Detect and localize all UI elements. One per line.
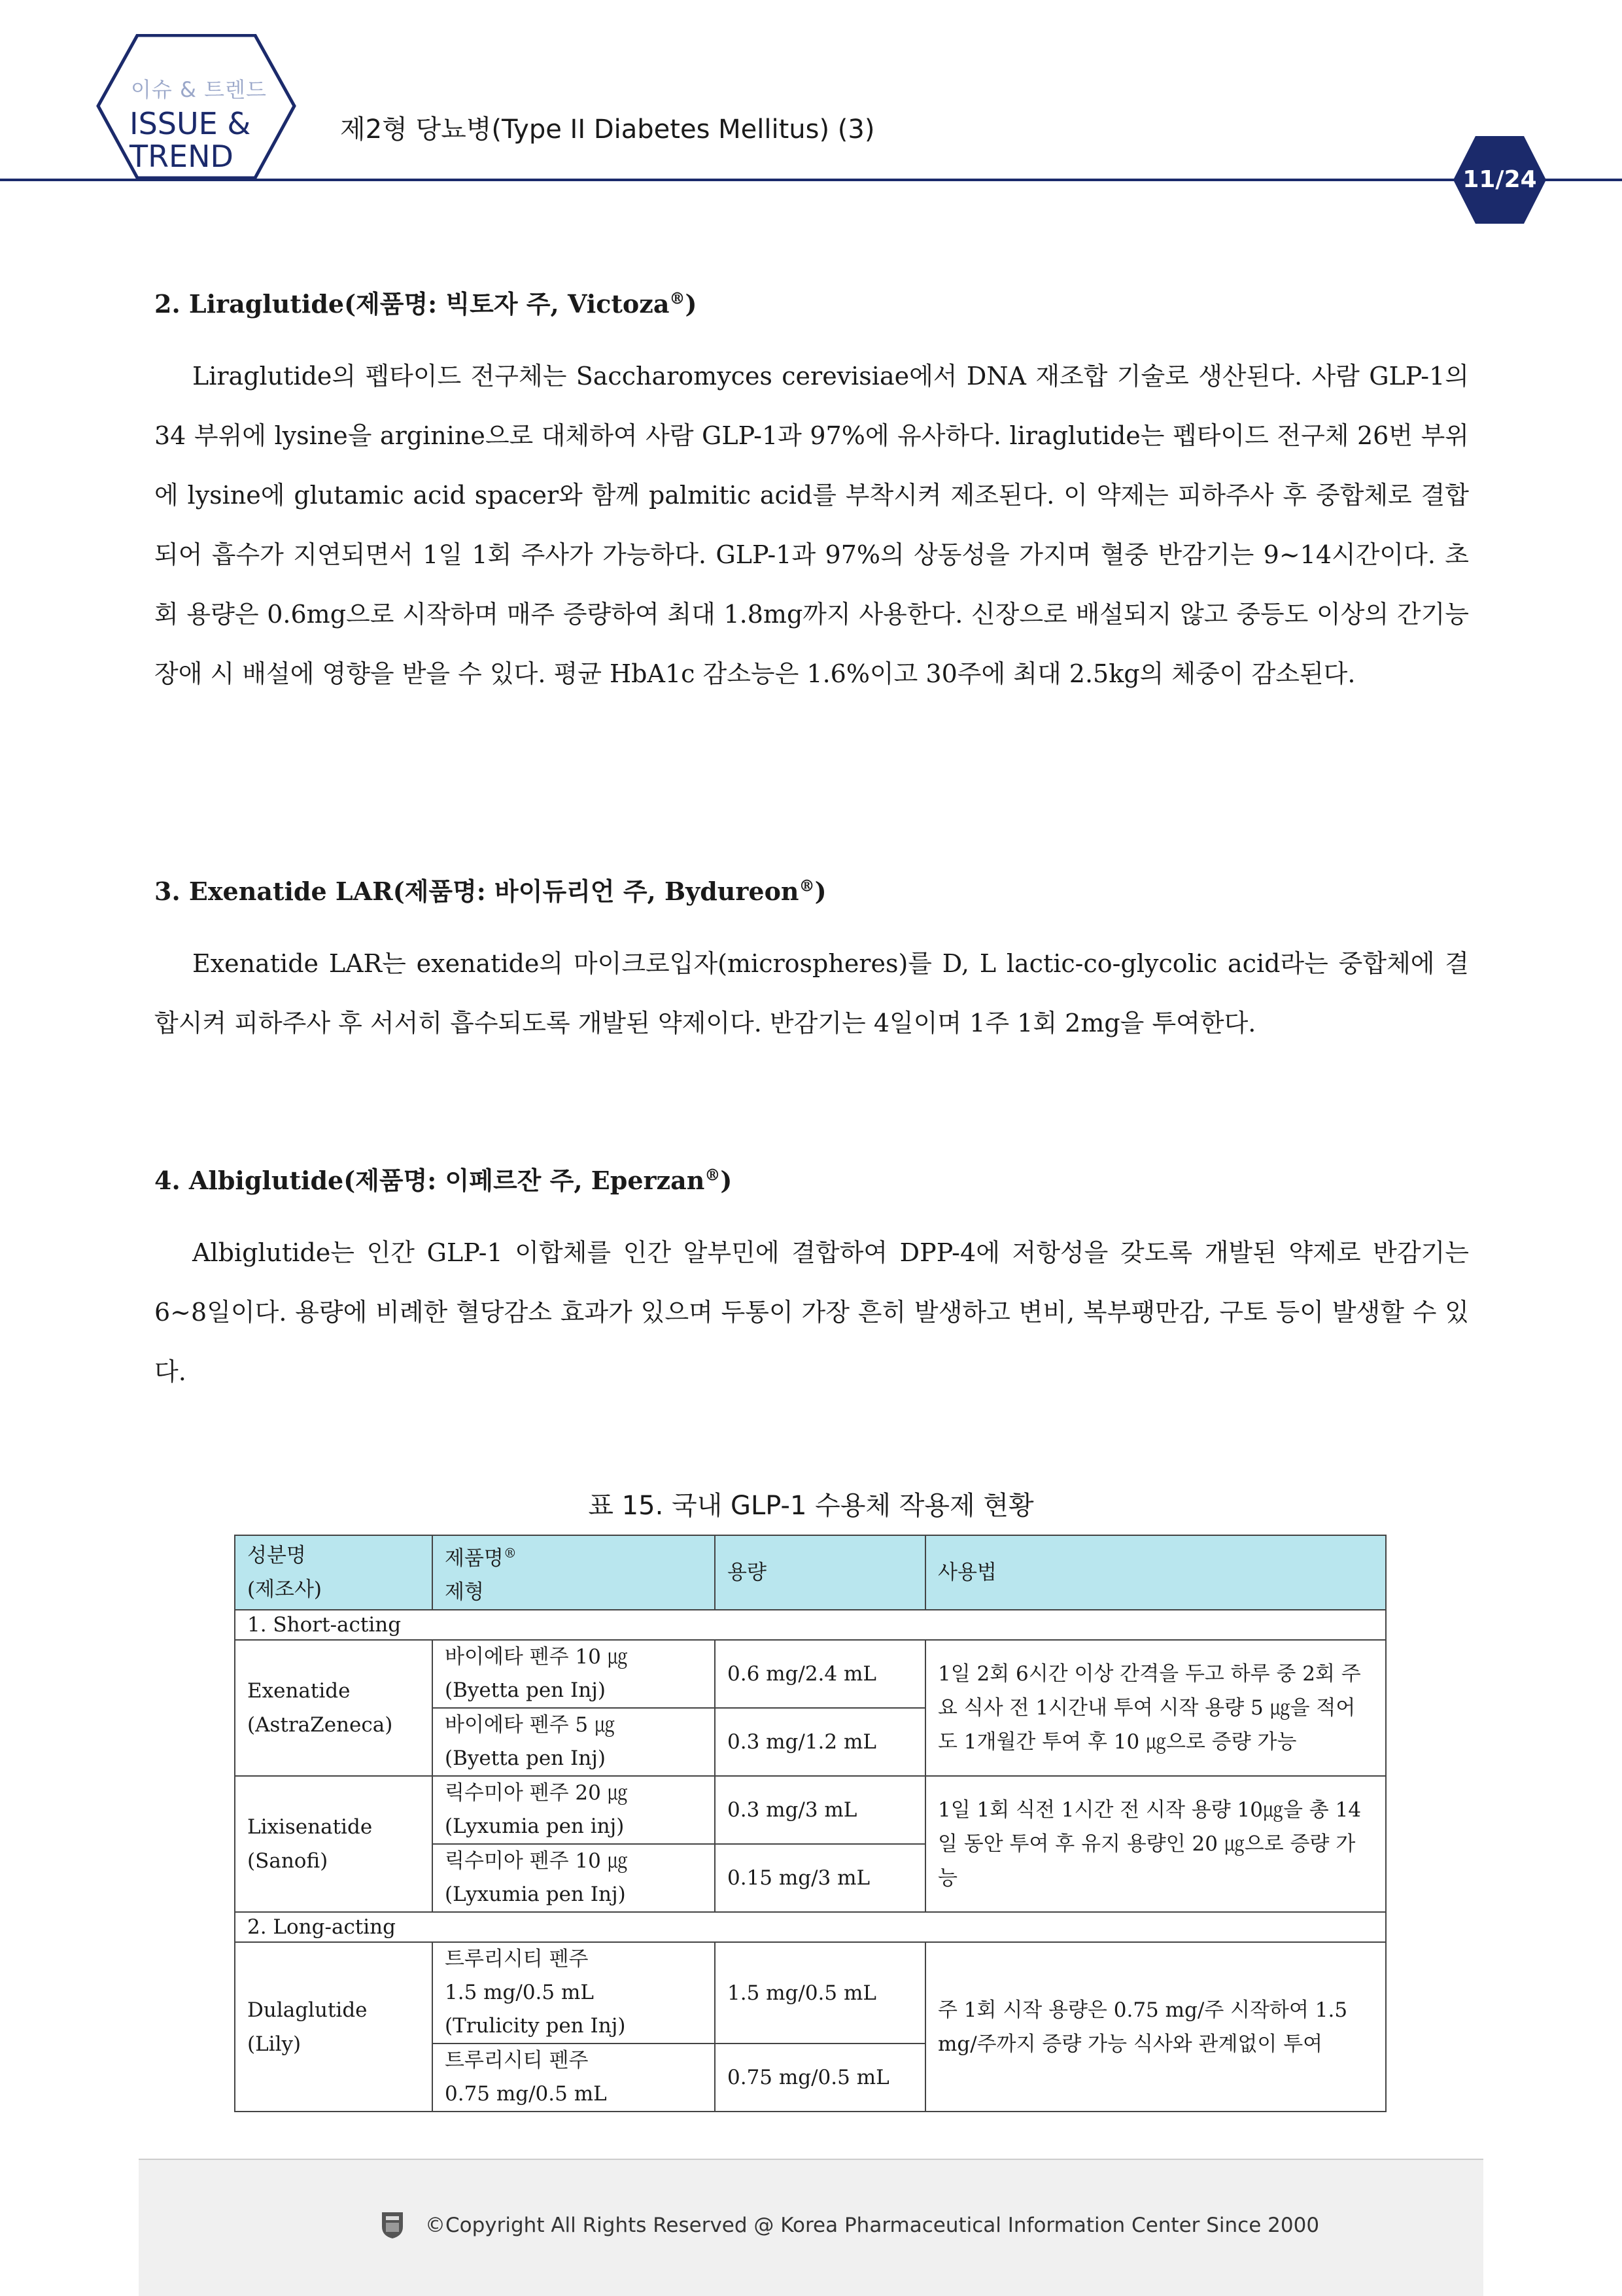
dose-cell: 0.3 mg/1.2 mL bbox=[715, 1708, 925, 1776]
badge-trend-label: TREND bbox=[129, 139, 233, 174]
badge-small-label: 이슈 & 트렌드 bbox=[131, 77, 267, 102]
section-body-exenatide-lar: Exenatide LAR는 exenatide의 마이크로입자(microspheres)를 D, L lactic-co-glycolic acid라는 중합체에 결합시켜 피하주사 후 서서히 흡수되도록 개발된 약제이다. 반감기는 4일이며 1주 1회 2mg을 투여한다. bbox=[154, 949, 1469, 1037]
usage-exenatide: 1일 2회 6시간 이상 간격을 두고 하루 중 2회 주요 식사 전 1시간내 투여 시작 용량 5 ㎍을 적어도 1개월간 투여 후 10 ㎍으로 증량 가능 bbox=[925, 1640, 1386, 1776]
section-short-acting: 1. Short-acting bbox=[235, 1610, 1386, 1640]
ingredient-exenatide: Exenatide (AstraZeneca) bbox=[235, 1640, 432, 1776]
section-heading-liraglutide: 2. Liraglutide(제품명: 빅토자 주, Victoza®) bbox=[154, 288, 697, 319]
kpic-shield-icon bbox=[381, 2211, 404, 2240]
usage-dulaglutide: 주 1회 시작 용량은 0.75 mg/주 시작하여 1.5 mg/주까지 증량 가능 식사와 관계없이 투여 bbox=[925, 1942, 1386, 2112]
dose-cell: 1.5 mg/0.5 mL bbox=[715, 1942, 925, 2044]
table-row bbox=[235, 1640, 1386, 1708]
dose-cell: 0.3 mg/3 mL bbox=[715, 1776, 925, 1844]
product-cell: 릭수미아 펜주 20 ㎍ (Lyxumia pen inj) bbox=[432, 1776, 715, 1844]
page-number: 11/24 bbox=[1462, 166, 1537, 193]
ingredient-lixisenatide: Lixisenatide (Sanofi) bbox=[235, 1776, 432, 1912]
section-heading-exenatide-lar: 3. Exenatide LAR(제품명: 바이듀리언 주, Bydureon®) bbox=[154, 876, 827, 906]
header-product: 제품명® 제형 bbox=[432, 1535, 715, 1610]
table-section-row bbox=[235, 1610, 1386, 1640]
footer-copyright: ©Copyright All Rights Reserved @ Korea Pharmaceutical Information Center Since 2000 bbox=[425, 2214, 1320, 2237]
header-divider bbox=[0, 179, 1622, 181]
table-header-row bbox=[235, 1535, 1386, 1610]
table-caption: 표 15. 국내 GLP-1 수용체 작용제 현황 bbox=[588, 1491, 1034, 1521]
dose-cell: 0.15 mg/3 mL bbox=[715, 1844, 925, 1912]
header-usage: 사용법 bbox=[925, 1535, 1386, 1610]
product-cell: 트루리시티 펜주 1.5 mg/0.5 mL (Trulicity pen Inj) bbox=[432, 1942, 715, 2044]
product-cell: 바이에타 펜주 5 ㎍ (Byetta pen Inj) bbox=[432, 1708, 715, 1776]
section-body-liraglutide: Liraglutide의 펩타이드 전구체는 Saccharomyces cerevisiae에서 DNA 재조합 기술로 생산된다. 사람 GLP-1의 34 부위에 lysine을 arginine으로 대체하여 사람 GLP-1과 97%에 유사하다. liraglutide는 펩타이드 전구체 26번 부위에 lysine에 glutamic acid spacer와 함께 palmitic acid를 부착시켜 제조된다. 이 약제는 피하주사 후 중합체로 결합되어 흡수가 지연되면서 1일 1회 주사가 가능하다. GLP-1과 97%의 상동성을 가지며 혈중 반감기는 9~14시간이다. 초회 용량은 0.6mg으로 시작하며 매주 증량하여 최대 1.8mg까지 사용한다. 신장으로 배설되지 않고 중등도 이상의 간기능 장애 시 배설에 영향을 받을 수 있다. 평균 HbA1c 감소능은 1.6%이고 30주에 최대 2.5kg의 체중이 감소된다. bbox=[154, 362, 1469, 688]
usage-lixisenatide: 1일 1회 식전 1시간 전 시작 용량 10㎍을 총 14일 동안 투여 후 유지 용량인 20 ㎍으로 증량 가능 bbox=[925, 1776, 1386, 1912]
section-long-acting: 2. Long-acting bbox=[235, 1912, 1386, 1942]
section-body-albiglutide: Albiglutide는 인간 GLP-1 이합체를 인간 알부민에 결합하여 DPP-4에 저항성을 갖도록 개발된 약제로 반감기는 6~8일이다. 용량에 비례한 혈당감소 효과가 있으며 두통이 가장 흔히 발생하고 변비, 복부팽만감, 구토 등이 발생할 수 있다. bbox=[154, 1238, 1469, 1386]
glp1-drug-table bbox=[234, 1535, 1387, 2112]
product-cell: 릭수미아 펜주 10 ㎍ (Lyxumia pen Inj) bbox=[432, 1844, 715, 1912]
header-ingredient: 성분명 (제조사) bbox=[235, 1535, 432, 1610]
product-cell: 바이에타 펜주 10 ㎍ (Byetta pen Inj) bbox=[432, 1640, 715, 1708]
table-section-row bbox=[235, 1912, 1386, 1942]
table-row bbox=[235, 1776, 1386, 1844]
dose-cell: 0.75 mg/0.5 mL bbox=[715, 2044, 925, 2112]
dose-cell: 0.6 mg/2.4 mL bbox=[715, 1640, 925, 1708]
table-row bbox=[235, 1942, 1386, 2044]
page-title: 제2형 당뇨병(Type II Diabetes Mellitus) (3) bbox=[340, 114, 875, 145]
section-heading-albiglutide: 4. Albiglutide(제품명: 이페르잔 주, Eperzan®) bbox=[154, 1165, 733, 1195]
badge-issue-label: ISSUE & bbox=[129, 106, 251, 141]
ingredient-dulaglutide: Dulaglutide (Lily) bbox=[235, 1942, 432, 2112]
product-cell: 트루리시티 펜주 0.75 mg/0.5 mL bbox=[432, 2044, 715, 2112]
header-dose: 용량 bbox=[715, 1535, 925, 1610]
